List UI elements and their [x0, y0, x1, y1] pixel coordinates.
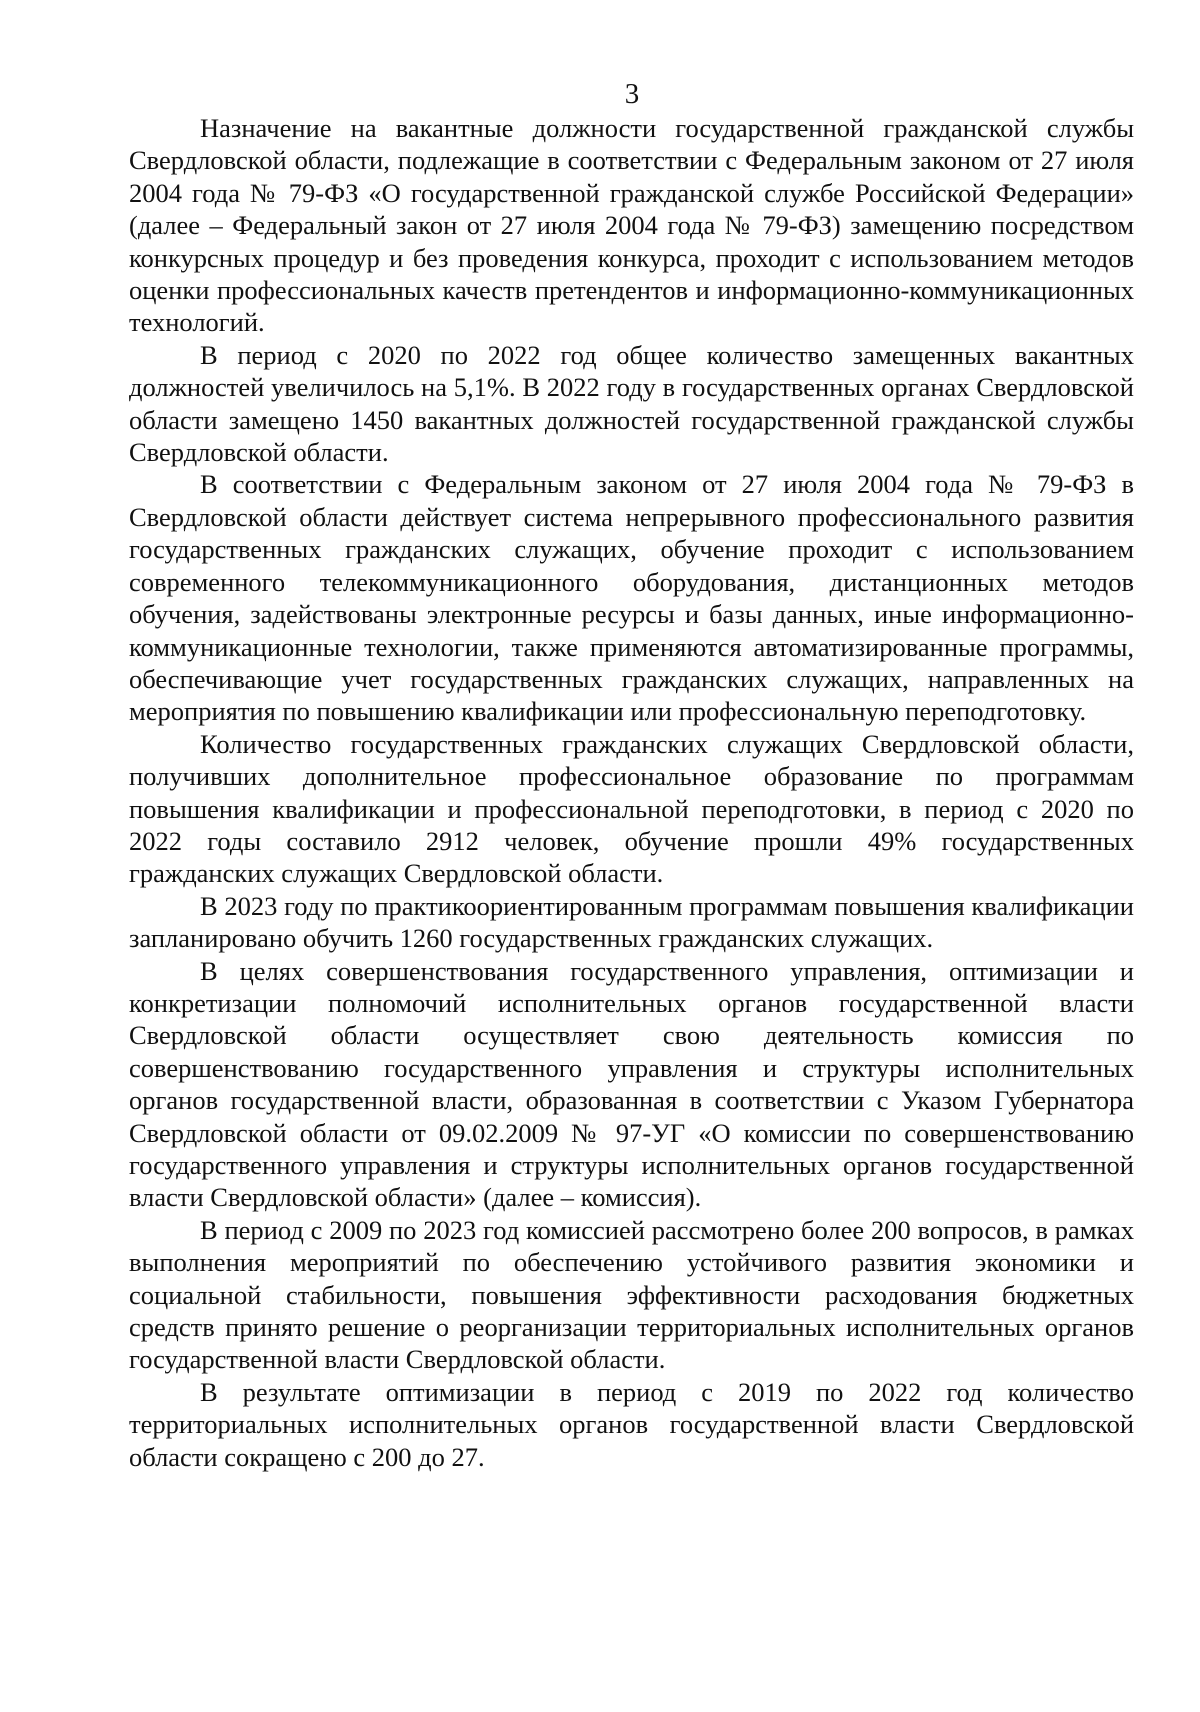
paragraph-appointment-vacancies: Назначение на вакантные должности государственной гражданской службы Свердловской области, подлежащие в соответствии с Федеральным законом от 27 июля 2004 года № 79-ФЗ «О государственной гражданской службе Российской Федерации» (далее – Федеральный закон от 27 июля 2004 года № 79-ФЗ) замещению посредством конкурсных процедур и без проведения конкурса, проходит с использованием методов оценки профессиональных качеств претендентов и информационно-коммуникационных технологий. [129, 113, 1134, 338]
paragraph-training-plan-2023: В 2023 году по практикоориентированным программам повышения квалификации запланировано обучить 1260 государственных гражданских служащих. [129, 890, 1134, 954]
paragraph-optimization-result: В результате оптимизации в период с 2019 по 2022 год количество территориальных исполнительных органов государственной власти Свердловской области сокращено с 200 до 27. [129, 1376, 1134, 1472]
paragraph-professional-development: В соответствии с Федеральным законом от 27 июля 2004 года № 79-ФЗ в Свердловской области действует система непрерывного профессионального развития государственных гражданских служащих, обучение проходит с использованием современного телекоммуникационного оборудования, дистанционных методов обучения, задействованы электронные ресурсы и базы данных, иные информационно-коммуникационные технологии, также применяются автоматизированные программы, обеспечивающие учет государственных гражданских служащих, направленных на мероприятия по повышению квалификации или профессиональную переподготовку. [129, 469, 1134, 727]
document-body [129, 112, 1134, 1473]
paragraph-training-count: Количество государственных гражданских служащих Свердловской области, получивших дополнительное профессиональное образование по программам повышения квалификации и профессиональной переподготовки, в период с 2020 по 2022 годы составило 2912 человек, обучение прошли 49% государственных гражданских служащих Свердловской области. [129, 728, 1134, 889]
paragraph-vacancies-growth: В период с 2020 по 2022 год общее количество замещенных вакантных должностей увеличилось на 5,1%. В 2022 году в государственных органах Свердловской области замещено 1450 вакантных должностей государственной гражданской службы Свердловской области. [129, 339, 1134, 468]
paragraph-commission: В целях совершенствования государственного управления, оптимизации и конкретизации полномочий исполнительных органов государственной власти Свердловской области осуществляет свою деятельность комиссия по совершенствованию государственного управления и структуры исполнительных органов государственной власти, образованная в соответствии с Указом Губернатора Свердловской области от 09.02.2009 № 97-УГ «О комиссии по совершенствованию государственного управления и структуры исполнительных органов государственной власти Свердловской области» (далее – комиссия). [129, 955, 1134, 1213]
page-number: 3 [624, 78, 640, 110]
paragraph-commission-results: В период с 2009 по 2023 год комиссией рассмотрено более 200 вопросов, в рамках выполнения мероприятий по обеспечению устойчивого развития экономики и социальной стабильности, повышения эффективности расходования бюджетных средств принято решение о реорганизации территориальных исполнительных органов государственной власти Свердловской области. [129, 1214, 1134, 1375]
